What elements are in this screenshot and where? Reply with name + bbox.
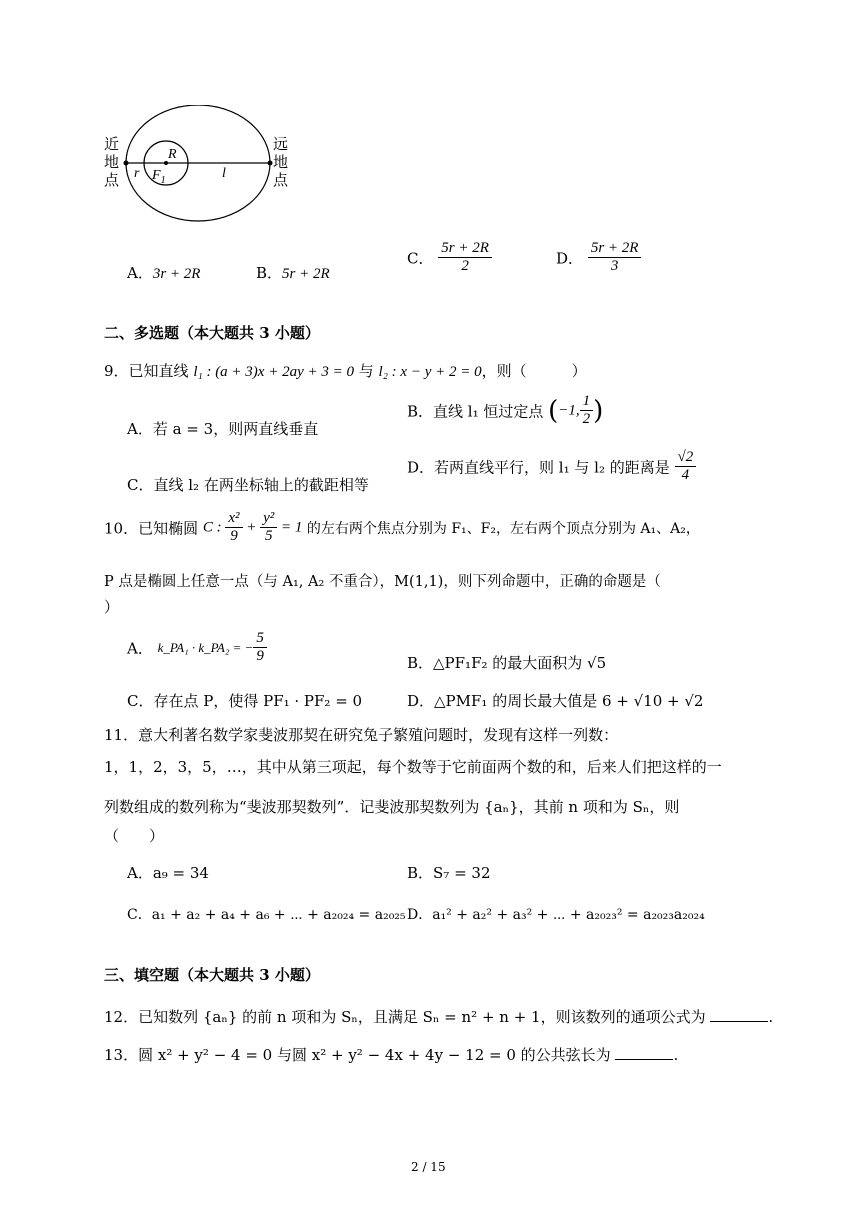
q11-line3: 列数组成的数列称为“斐波那契数列”．记斐波那契数列为 {aₙ}，其前 n 项和为 Sₙ，则 (104, 798, 680, 816)
q8-option-b: B．5r + 2R (256, 264, 330, 282)
label-r: r (134, 166, 140, 181)
q10-stem: 10．已知椭圆 C : $\frac{\text{x²}}{9}$ + $\frac{\text{y²}}{5}$ = 1 的左右两个焦点分别为 F₁、F₂，左右两个顶点分别为 A₁、A₂， (104, 510, 700, 545)
label-R: R (168, 147, 177, 162)
q11-option-d: D．a₁² + a₂² + a₃² + ⋯ + a₂₀₂₃² = a₂₀₂₃a₂₀₂₄ (407, 907, 705, 923)
q8-option-c: C． $\frac{5r + 2R}{2}$ (407, 240, 492, 276)
q11-option-a: A．a₉ = 34 (127, 864, 209, 882)
q8-option-a: A．3r + 2R (127, 264, 201, 282)
orbit-diagram (100, 105, 300, 230)
q10-option-c: C．存在点 P，使得 PF₁ · PF₂ = 0 (127, 692, 363, 710)
label-F1: $F_1$ (152, 168, 166, 186)
q10-line2: P 点是椭圆上任意一点（与 A₁, A₂ 不重合），M(1,1)，则下列命题中，正确的命题是（ (104, 574, 661, 590)
q11-line2: 1，1，2，3，5，…，其中从第三项起，每个数等于它前面两个数的和，后来人们把这样的一 (104, 758, 722, 776)
section-2-title: 二、多选题（本大题共 3 小题） (104, 324, 320, 342)
q13: 13．圆 x² + y² − 4 = 0 与圆 x² + y² − 4x + 4y − 12 = 0 的公共弦长为 . (104, 1046, 679, 1064)
q11-option-b: B．S₇ = 32 (407, 864, 491, 882)
q9-option-a: A．若 a = 3，则两直线垂直 (127, 420, 319, 438)
q9-option-b: B．直线 l₁ 恒过定点 (−1, $\frac{1}{2}$ ) (407, 393, 604, 428)
page-number: 2 / 15 (411, 1160, 446, 1174)
q10-line3: ） (104, 598, 120, 616)
answer-blank (615, 1045, 673, 1060)
orbit-figure (100, 105, 300, 230)
q9-option-c: C．直线 l₂ 在两坐标轴上的截距相等 (127, 476, 369, 494)
q8-option-d: D． $\frac{5r + 2R}{3}$ (556, 240, 641, 276)
answer-blank (710, 1007, 768, 1022)
q11-option-c: C．a₁ + a₂ + a₄ + a₆ + ⋯ + a₂₀₂₄ = a₂₀₂₅ (127, 907, 406, 923)
q12: 12．已知数列 {aₙ} 的前 n 项和为 Sₙ，且满足 Sₙ = n² + n + 1，则该数列的通项公式为 . (104, 1008, 774, 1026)
q10-option-b: B．△PF₁F₂ 的最大面积为 √5 (407, 654, 607, 672)
q9-option-d: D．若两直线平行，则 l₁ 与 l₂ 的距离是 $\frac{√2}{4}$ (407, 449, 696, 485)
section-3-title: 三、填空题（本大题共 3 小题） (104, 966, 320, 984)
label-l: l (222, 166, 226, 181)
q10-option-d: D．△PMF₁ 的周长最大值是 6 + √10 + √2 (407, 692, 704, 710)
q11-line4: （ ） (104, 827, 165, 845)
q11-line1: 11．意大利著名数学家斐波那契在研究兔子繁殖问题时，发现有这样一列数： (104, 726, 619, 744)
far-label: 远 地 点 (273, 135, 289, 189)
q9-stem: 9．已知直线 l₁ : (a + 3)x + 2ay + 3 = 0 与 l₂ : x − y + 2 = 0，则（ ） (104, 362, 587, 380)
near-label: 近 地 点 (104, 135, 120, 189)
q10-option-a: A． k_PA₁ · k_PA₂ = − $\frac{5}{9}$ (127, 630, 267, 666)
